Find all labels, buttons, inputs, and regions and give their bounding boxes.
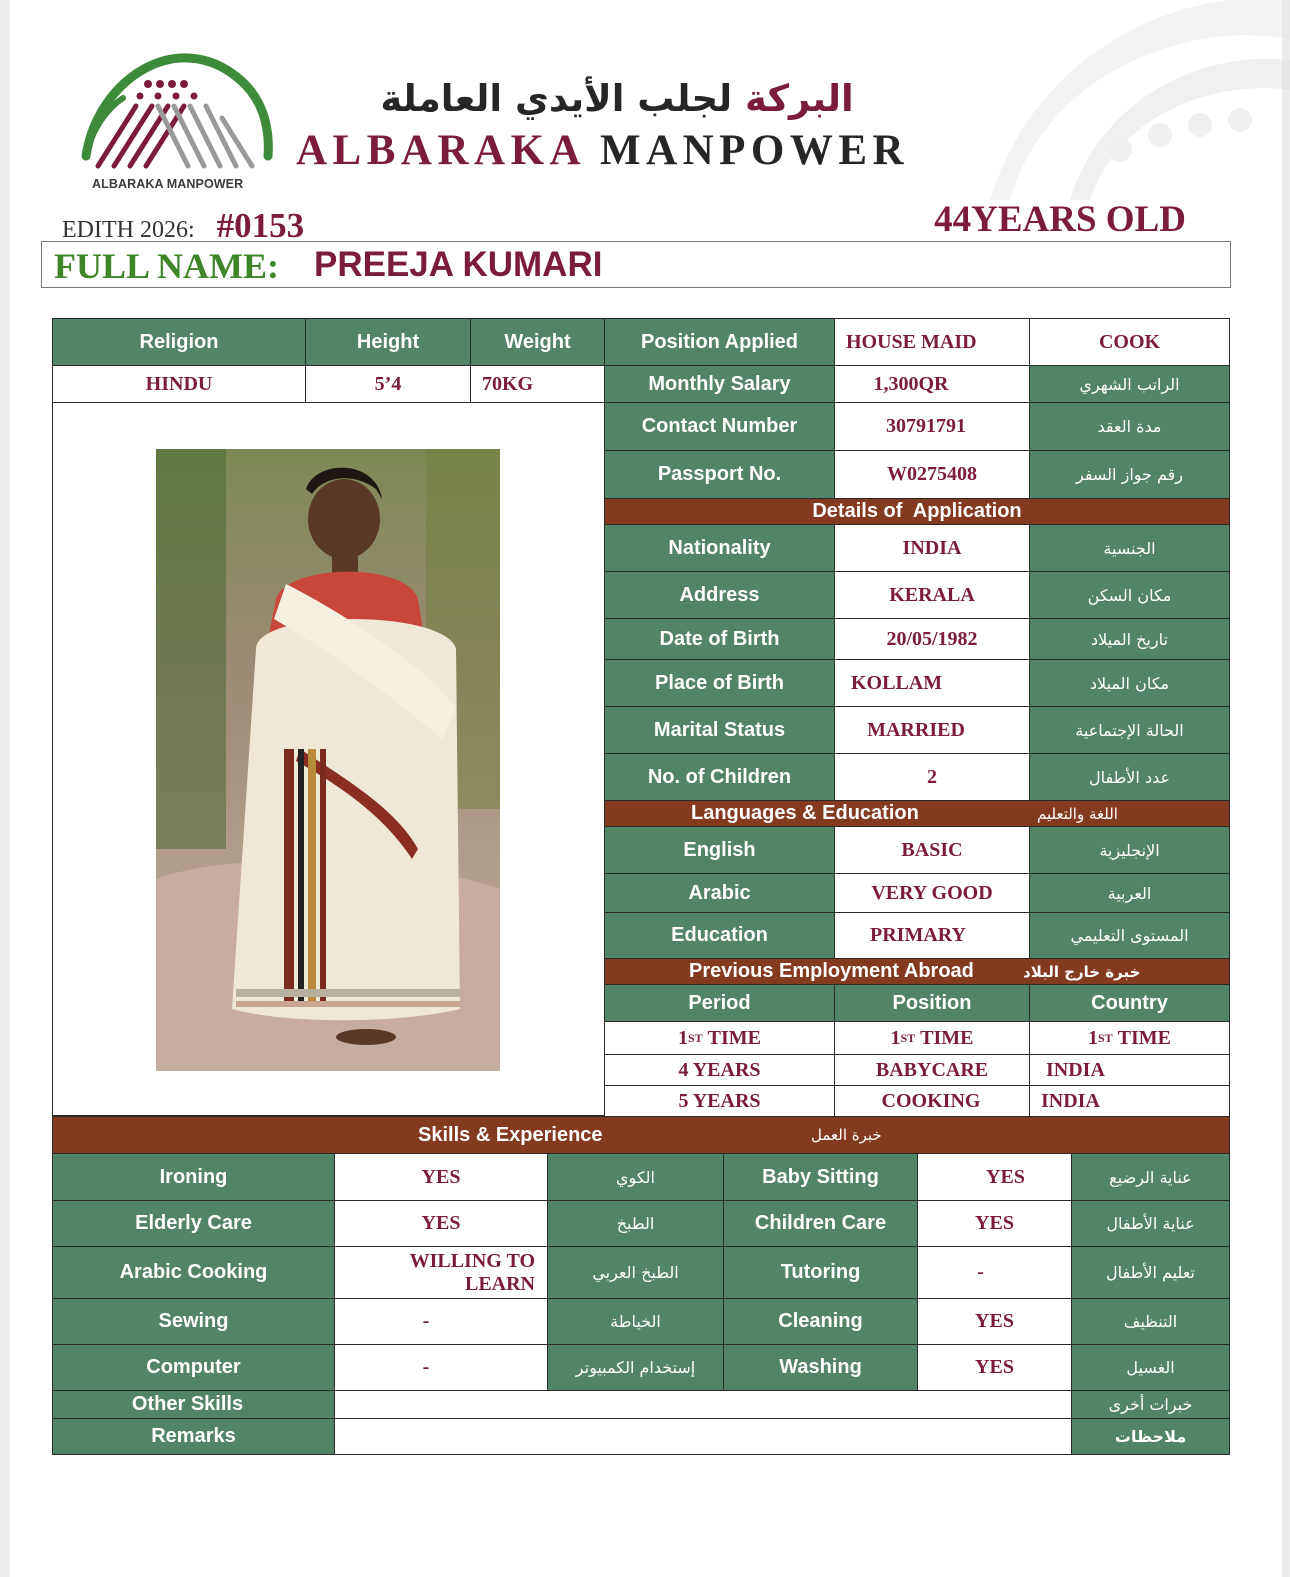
position-header: Position [834, 984, 1030, 1022]
washing-label: Washing [723, 1344, 918, 1391]
sewing-value: - [334, 1298, 548, 1345]
details-of-application-title: Details of Application [812, 500, 1022, 522]
cleaning-label: Cleaning [723, 1298, 918, 1345]
contact-number-value: 30791791 [834, 402, 1030, 451]
washing-value: YES [917, 1344, 1072, 1391]
languages-education-title-arabic: اللغة والتعليم [1037, 804, 1118, 823]
ironing-label: Ironing [52, 1153, 335, 1201]
remarks-label: Remarks [52, 1418, 335, 1455]
cleaning-arabic: التنظيف [1071, 1298, 1230, 1345]
other-skills-label: Other Skills [52, 1390, 335, 1419]
ironing-value: YES [334, 1153, 548, 1201]
weight-value: 70KG [470, 365, 605, 403]
first-time-word: TIME [707, 1026, 762, 1049]
date-of-birth-arabic: تاريخ الميلاد [1029, 618, 1230, 660]
position-applied-value-1: HOUSE MAID [834, 318, 1030, 366]
skills-experience-header [52, 1116, 1230, 1154]
monthly-salary-label: Monthly Salary [604, 365, 835, 403]
marital-status-label: Marital Status [604, 706, 835, 754]
arabic-brand-name [292, 70, 942, 128]
nationality-label: Nationality [604, 524, 835, 572]
cleaning-value: YES [917, 1298, 1072, 1345]
children-care-value: YES [917, 1200, 1072, 1247]
baby-sitting-label: Baby Sitting [723, 1153, 918, 1201]
full-name-label: FULL NAME: [54, 246, 279, 286]
place-of-birth-value: KOLLAM [834, 659, 1030, 707]
first-time-word: TIME [1117, 1026, 1172, 1049]
full-name-box [41, 241, 1231, 288]
elderly-care-value: YES [334, 1200, 548, 1247]
reference-number: #0153 [216, 206, 305, 245]
passport-number-arabic: رقم جواز السفر [1029, 450, 1230, 499]
skills-experience-title-arabic: خبرة العمل [811, 1126, 882, 1144]
education-arabic: المستوى التعليمي [1029, 912, 1230, 959]
edition-line [62, 206, 304, 246]
no-of-children-value: 2 [834, 753, 1030, 801]
education-value: PRIMARY [834, 912, 1030, 959]
weight-header: Weight [470, 318, 605, 366]
contact-number-arabic: مدة العقد [1029, 402, 1230, 451]
previous-employment-header [604, 958, 1230, 985]
education-label: Education [604, 912, 835, 959]
employment-row-1-position: BABYCARE [834, 1054, 1030, 1086]
candidate-photo [156, 449, 500, 1071]
nationality-arabic: الجنسية [1029, 524, 1230, 572]
employment-row-2-period: 5 YEARS [604, 1085, 835, 1117]
latin-brand-name [296, 126, 909, 175]
height-value: 5’4 [305, 365, 471, 403]
arabic-cooking-arabic: الطبخ العربي [547, 1246, 724, 1299]
tutoring-value: - [917, 1246, 1072, 1299]
arabic-language-arabic: العربية [1029, 873, 1230, 913]
first-time-super: ST [900, 1030, 916, 1045]
decorative-arches-graphic [970, 0, 1290, 200]
previous-employment-title: Previous Employment Abroad [689, 960, 974, 982]
albaraka-logo-icon [78, 38, 274, 198]
ironing-arabic: الكوي [547, 1153, 724, 1201]
first-time-country [1029, 1021, 1230, 1055]
place-of-birth-arabic: مكان الميلاد [1029, 659, 1230, 707]
arabic-cooking-value-cell [334, 1246, 548, 1299]
marital-status-value: MARRIED [834, 706, 1030, 754]
logo-caption: ALBARAKA MANPOWER [92, 177, 244, 191]
english-value: BASIC [834, 826, 1030, 874]
computer-label: Computer [52, 1344, 335, 1391]
position-applied-label: Position Applied [604, 318, 835, 366]
arabic-brand-part2: لجلب الأيدي العاملة [380, 77, 733, 120]
page-edge-left [0, 0, 10, 1577]
monthly-salary-value: 1,300QR [834, 365, 1030, 403]
no-of-children-label: No. of Children [604, 753, 835, 801]
first-time-number: 1 [1087, 1026, 1098, 1049]
arabic-brand-part1: البركة [745, 77, 854, 120]
english-arabic: الإنجليزية [1029, 826, 1230, 874]
edition-label: EDITH 2026: [62, 217, 195, 243]
address-value: KERALA [834, 571, 1030, 619]
elderly-care-arabic: الطبخ [547, 1200, 724, 1247]
other-skills-arabic: خبرات أخرى [1071, 1390, 1230, 1419]
employment-row-2-position: COOKING [834, 1085, 1030, 1117]
first-time-super: ST [1097, 1030, 1113, 1045]
remarks-arabic: ملاحظات [1071, 1418, 1230, 1455]
previous-employment-title-arabic: خبرة خارج البلاد [1023, 962, 1141, 981]
skills-experience-title: Skills & Experience [418, 1123, 603, 1146]
arabic-cooking-value: WILLING TO LEARN [409, 1249, 535, 1295]
details-of-application-header [604, 498, 1230, 525]
sewing-label: Sewing [52, 1298, 335, 1345]
date-of-birth-label: Date of Birth [604, 618, 835, 660]
no-of-children-arabic: عدد الأطفال [1029, 753, 1230, 801]
passport-number-value: W0275408 [834, 450, 1030, 499]
passport-number-label: Passport No. [604, 450, 835, 499]
computer-value: - [334, 1344, 548, 1391]
washing-arabic: الغسيل [1071, 1344, 1230, 1391]
full-name-value: PREEJA KUMARI [314, 245, 603, 284]
monthly-salary-arabic: الراتب الشهري [1029, 365, 1230, 403]
english-label: English [604, 826, 835, 874]
latin-brand-part1: ALBARAKA [296, 127, 584, 174]
employment-row-2-country: INDIA [1029, 1085, 1230, 1117]
children-care-arabic: عناية الأطفال [1071, 1200, 1230, 1247]
languages-education-header [604, 800, 1230, 827]
nationality-value: INDIA [834, 524, 1030, 572]
address-arabic: مكان السكن [1029, 571, 1230, 619]
arabic-cooking-label: Arabic Cooking [52, 1246, 335, 1299]
employment-row-1-period: 4 YEARS [604, 1054, 835, 1086]
first-time-word: TIME [920, 1026, 974, 1049]
elderly-care-label: Elderly Care [52, 1200, 335, 1247]
first-time-period [604, 1021, 835, 1055]
address-label: Address [604, 571, 835, 619]
remarks-value [334, 1418, 1072, 1455]
employment-row-1-country: INDIA [1029, 1054, 1230, 1086]
first-time-number: 1 [677, 1026, 688, 1049]
position-applied-value-2: COOK [1029, 318, 1230, 366]
place-of-birth-label: Place of Birth [604, 659, 835, 707]
arabic-language-label: Arabic [604, 873, 835, 913]
tutoring-label: Tutoring [723, 1246, 918, 1299]
age-label: 44YEARS OLD [934, 199, 1186, 240]
languages-education-title: Languages & Education [691, 802, 919, 824]
period-header: Period [604, 984, 835, 1022]
religion-value: HINDU [52, 365, 306, 403]
latin-brand-part2: MANPOWER [599, 127, 910, 174]
contact-number-label: Contact Number [604, 402, 835, 451]
children-care-label: Children Care [723, 1200, 918, 1247]
marital-status-arabic: الحالة الإجتماعية [1029, 706, 1230, 754]
baby-sitting-value: YES [917, 1153, 1072, 1201]
other-skills-value [334, 1390, 1072, 1419]
baby-sitting-arabic: عناية الرضيع [1071, 1153, 1230, 1201]
arabic-language-value: VERY GOOD [834, 873, 1030, 913]
tutoring-arabic: تعليم الأطفال [1071, 1246, 1230, 1299]
computer-arabic: إستخدام الكمبيوتر [547, 1344, 724, 1391]
page-edge-right [1282, 0, 1290, 1577]
religion-header: Religion [52, 318, 306, 366]
height-header: Height [305, 318, 471, 366]
date-of-birth-value: 20/05/1982 [834, 618, 1030, 660]
first-time-super: ST [687, 1030, 703, 1045]
first-time-number: 1 [890, 1026, 901, 1049]
first-time-position [834, 1021, 1030, 1055]
sewing-arabic: الخياطة [547, 1298, 724, 1345]
country-header: Country [1029, 984, 1230, 1022]
